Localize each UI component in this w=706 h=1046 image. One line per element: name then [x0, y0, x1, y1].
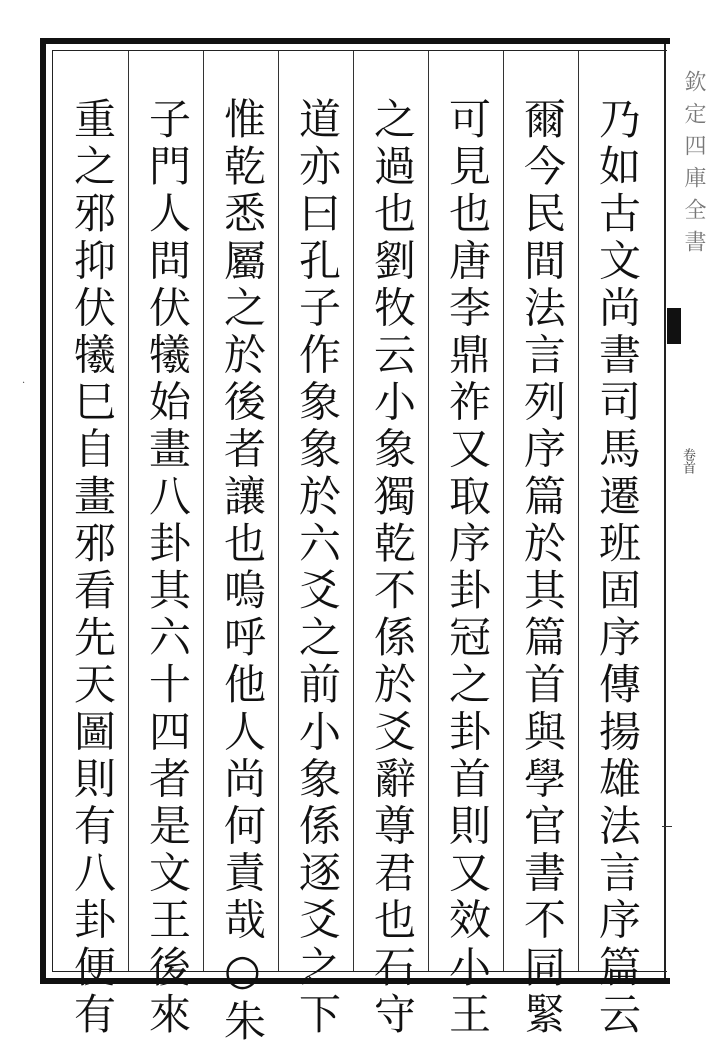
fore-edge-line: [664, 44, 666, 978]
fore-edge-section-label: 卷首: [680, 448, 695, 474]
column-text: 之過也劉牧云小象獨乾不係於爻辭尊君也石守: [368, 97, 417, 1039]
text-column-7: [130, 51, 205, 1039]
text-column-2: [505, 51, 580, 1039]
column-text: 道亦曰孔子作象象於六爻之前小象係逐爻之下: [293, 97, 342, 1039]
text-column-8: [55, 51, 130, 1039]
text-column-3: [430, 51, 505, 1039]
column-text: 乃如古文尚書司馬遷班固序傳揚雄法言序篇云: [593, 97, 642, 1039]
scan-speck: ·: [22, 378, 26, 389]
text-column-4: [355, 51, 430, 1039]
fore-edge-tick: [662, 826, 672, 827]
column-text: 可見也唐李鼎祚又取序卦冠之卦首則又效小王: [443, 97, 492, 1039]
column-text: 惟乾悉屬之於後者讓也嗚呼他人尚何責哉○朱: [218, 97, 267, 1046]
column-text: 子門人問伏犧始畫八卦其六十四者是文王後來: [143, 97, 192, 1039]
fore-edge-title: 欽定四庫全書: [681, 70, 706, 262]
text-column-6: [205, 51, 280, 1046]
column-text: 爾今民間法言列序篇於其篇首與學官書不同緊: [518, 97, 567, 1039]
text-column-5: [280, 51, 355, 1039]
column-text: 重之邪抑伏犧巳自畫邪看先天圖則有八卦便有: [68, 97, 117, 1039]
text-column-1: [580, 51, 655, 1039]
fish-tail-mark: [667, 308, 681, 344]
